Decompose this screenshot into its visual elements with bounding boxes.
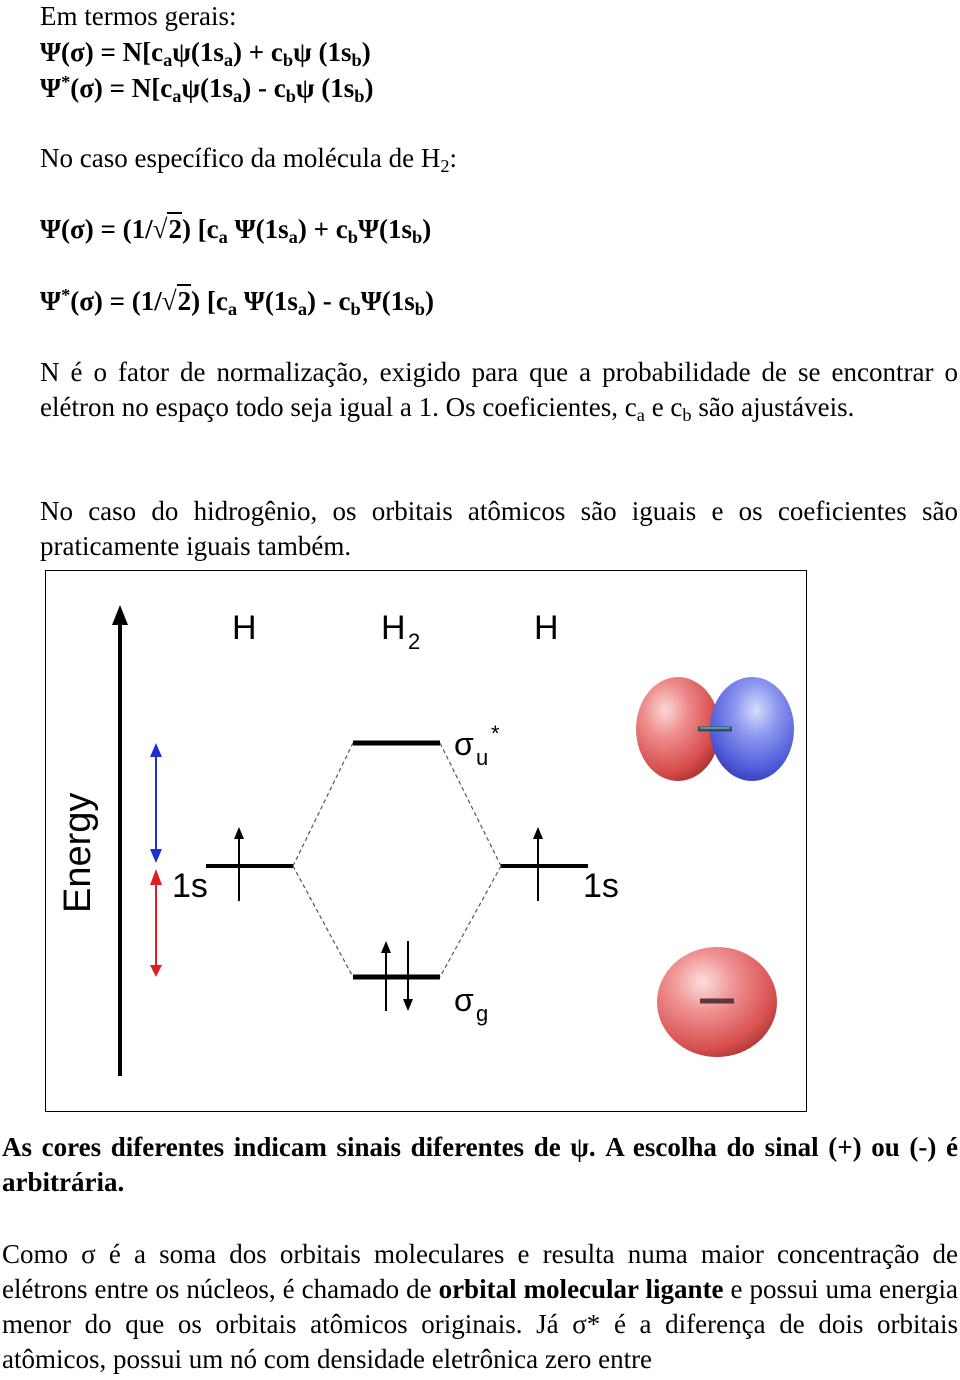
bonding-level (353, 941, 440, 1011)
molecule-label (381, 609, 420, 654)
hydrogen-paragraph: No caso do hidrogênio, os orbitais atômicos são iguais e os coeficientes são praticamente iguais também. (40, 496, 958, 561)
antibonding-label (454, 721, 500, 770)
bonding-orbital-image (657, 947, 777, 1057)
general-heading: Em termos gerais: (40, 1, 237, 31)
formula-sigma-star-general: $\Psi^*(\sigma) = N[c_a\psi(1s_a) - c_b\psi$ $(1s_b)$ (40, 71, 374, 107)
svg-text:g: g (476, 1001, 489, 1026)
right-1s-label: 1s (583, 867, 619, 905)
left-atom-label: H (232, 609, 257, 647)
svg-text:H: H (381, 609, 406, 647)
energy-axis (112, 605, 128, 1076)
correlation-lines (293, 743, 501, 977)
bonding-label (454, 982, 488, 1026)
figure-caption: As cores diferentes indicam sinais diferentes de ψ. A escolha do sinal (+) ou (-) é arbitrária. (2, 1132, 958, 1197)
normalization-paragraph: N é o fator de normalização, exigido para que a probabilidade de se encontrar o elétron no espaço todo seja igual a 1. Os coeficientes, $c_a$ e $c_b$ são ajustáveis. (40, 357, 958, 426)
spin-down-arrow (150, 743, 162, 863)
final-paragraph: Como σ é a soma dos orbitais moleculares e resulta numa maior concentração de elétrons entre os núcleos, é chamado de orbital molecular ligante e possui uma energia menor do que os orbitais atômicos originais. Já σ* é a diferença de dois orbitais atômicos, possui um nó com densidade eletrônica zero entre (2, 1239, 958, 1374)
spin-up-arrow (150, 869, 162, 977)
right-atom-label: H (534, 609, 559, 647)
svg-text:u: u (476, 745, 489, 770)
formula-sigma-star-h2: Ψ*(σ) = (1/√2) [$c_a$ $\Psi(1s_a) - c_b\Psi(1s_b)$ (40, 284, 434, 320)
mo-diagram (45, 570, 807, 1112)
formula-sigma-general: $\Psi(\sigma) = N[c_a\psi(1s_a) + c_b\psi$ $(1s_b)$ (40, 37, 371, 71)
energy-axis-label: Energy (57, 792, 99, 913)
right-1s-level (501, 827, 588, 901)
antibonding-orbital-image (636, 677, 794, 781)
left-1s-level (206, 827, 293, 901)
specific-heading: No caso específico da molécula de $H_2$: (40, 143, 458, 177)
left-1s-label: 1s (172, 867, 208, 905)
svg-text:σ: σ (454, 982, 474, 1018)
svg-text:*: * (491, 721, 500, 746)
formula-sigma-h2: Ψ(σ) = (1/√2) [$c_a$ $\Psi(1s_a) + c_b\Psi(1s_b)$ (40, 214, 432, 248)
svg-text:σ: σ (454, 726, 474, 762)
svg-text:2: 2 (408, 629, 421, 654)
